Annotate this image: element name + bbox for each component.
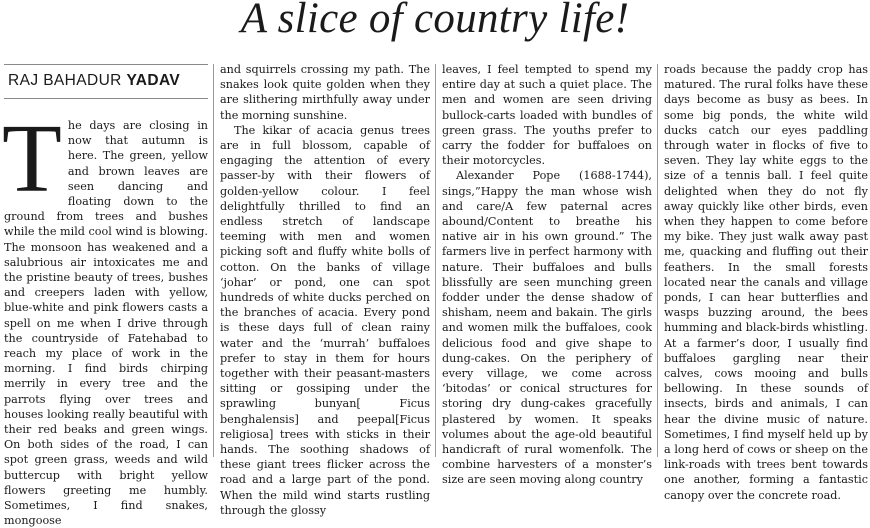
article-column-1 xyxy=(2,105,208,528)
article-paragraph xyxy=(2,105,208,528)
page-title: A slice of country life! xyxy=(240,0,630,42)
byline-bottom-rule xyxy=(4,98,208,99)
article-column-4 xyxy=(664,62,868,502)
byline-last-name: YADAV xyxy=(126,72,181,89)
paragraph-text: he days are closing in now that autumn is here. The green, yellow and brown leaves are seen dancing and floating down to the ground from trees and bushes while the mild cool wind is blowing. The monsoon has weakened and a salubrious air intoxicates me and the pristine beauty of trees, bushes and creepers laden with yellow, blue-white and pink flowers casts a spell on me when I drive through the countryside of Fatehabad to reach my place of work in the morning. I find birds chirping merrily in every tree and the parrots flying over trees and houses looking really beautiful with their red beaks and green wings. On both sides of the road, I can spot green grass, weeds and wild buttercup with bright yellow flowers greeting me humbly. Sometimes, I find snakes, mongoose xyxy=(4,119,208,528)
article-paragraph: leaves, I feel tempted to spend my entire day at such a quiet place. The men and women are seen driving bullock-carts loaded with bundles of green grass. The youths prefer to carry the fodder for buffaloes on their motorcycles. xyxy=(442,63,652,168)
article-paragraph: and squirrels crossing my path. The snakes look quite golden when they are slithering mirthfully away under the morning sunshine. xyxy=(220,63,430,122)
drop-cap: T xyxy=(2,105,62,213)
byline xyxy=(8,72,208,90)
byline-first-name: RAJ BAHADUR xyxy=(8,72,127,89)
article-paragraph: The kikar of acacia genus trees are in full blossom, capable of engaging the attention of every passer-by with their flowers of golden-yellow colour. I feel delightfully thrilled to find an endless stretch of landscape teeming with men and women picking soft and fluffy white bolls of cotton. On the banks of village ‘johar’ or pond, one can spot hundreds of white ducks perched on the branches of acacia. Every pond is these days full of clean rainy water and the ‘murrah’ buffaloes prefer to stay in them for hours together with their peasant-masters sitting or gossiping under the sprawling bunyan[ Ficus benghalensis] and peepal[Ficus religiosa] trees with sticks in their hands. The soothing shadows of these giant trees flicker across the road and a large part of the pond. When the mild wind starts rustling through the glossy xyxy=(220,123,430,517)
article-column-2 xyxy=(220,62,430,517)
article-paragraph: roads because the paddy crop has matured. The rural folks have these days become as busy as bees. In some big ponds, the white wild ducks catch our eyes paddling through water in flocks of five to seven. They lay white eggs to the size of a tennis ball. I feel quite delighted when they do not fly away quickly like other birds, even when they happen to come before my bike. They just walk away past me, quacking and fluffing out their feathers. In the small forests located near the canals and village ponds, I can hear butterflies and wasps buzzing around, the bees humming and black-birds whistling. At a farmer’s door, I usually find buffaloes gargling near their calves, cows mooing and bulls bellowing. In these sounds of insects, birds and animals, I can hear the divine music of nature. Sometimes, I find myself held up by a long herd of cows or sheep on the link-roads with trees bent towards one another, forming a fantastic canopy over the concrete road. xyxy=(664,63,868,502)
article-column-3 xyxy=(442,62,652,487)
column-divider xyxy=(213,64,214,457)
article-paragraph: Alexander Pope (1688-1744), sings,”Happy the man whose wish and care/A few paternal acres abound/Content to breathe his native air in his own ground.” The farmers live in perfect harmony with nature. Their buffaloes and bulls blissfully are seen munching green fodder under the dense shadow of shisham, neem and bakain. The girls and women milk the buffaloes, cook delicious food and give shape to dung-cakes. On the periphery of every village, we come across ‘bitodas’ or conical structures for storing dry dung-cakes gracefully plastered by women. It speaks volumes about the age-old beautiful handicraft of rural womenfolk. The combine harvesters of a monster’s size are seen moving along country xyxy=(442,169,652,487)
column-divider xyxy=(435,64,436,457)
byline-top-rule xyxy=(4,64,208,65)
column-divider xyxy=(657,64,658,457)
